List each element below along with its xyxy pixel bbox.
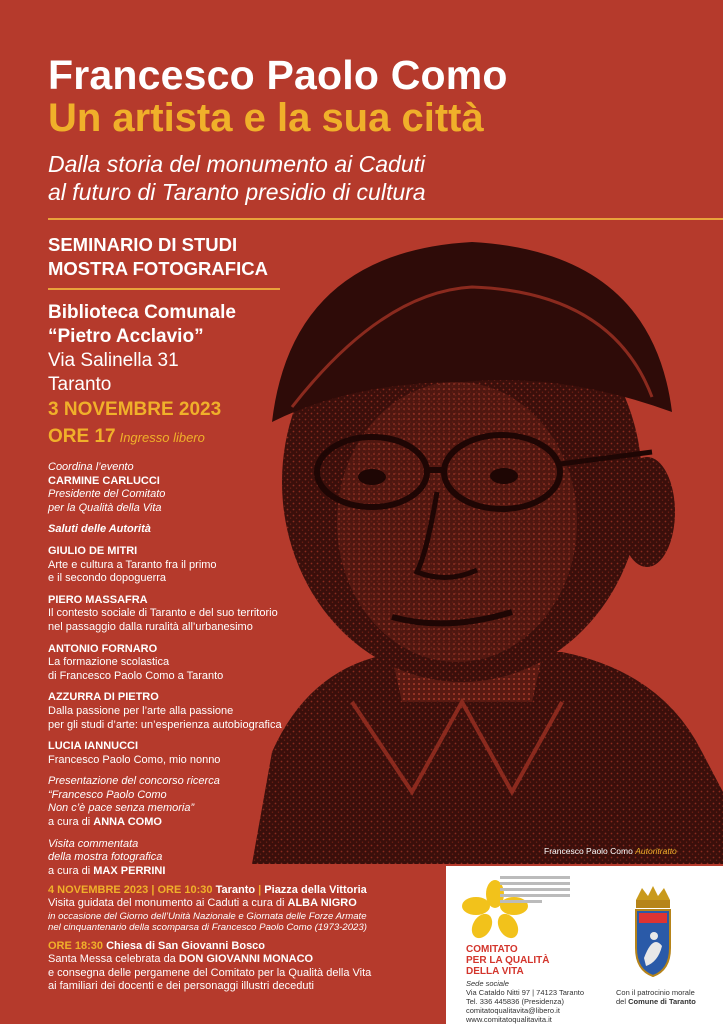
venue-block: [48, 301, 236, 397]
speaker-block: [48, 545, 348, 586]
speaker-topic: per gli studi d’arte: un’esperienza autobiografica: [48, 718, 282, 731]
org-name-1: COMITATO: [466, 944, 518, 955]
nov4-time: ORE 10:30: [157, 884, 213, 896]
patronage: [616, 988, 696, 1006]
subtitle-line-1: Dalla storia del monumento ai Caduti: [48, 151, 426, 177]
org-email: comitatoqualitavita@libero.it: [466, 1006, 560, 1015]
nov4-anniversary: nel cinquantenario della scomparsa di Francesco Paolo Como (1973-2023): [48, 922, 367, 934]
speaker-name: AZZURRA DI PIETRO: [48, 691, 159, 704]
speaker-topic: di Francesco Paolo Como a Taranto: [48, 669, 224, 682]
speaker-topic: Arte e cultura a Taranto fra il primo: [48, 558, 217, 571]
contest-name: ANNA COMO: [93, 816, 162, 829]
contest-line-2: “Francesco Paolo Como: [48, 788, 167, 801]
greetings: Saluti delle Autorità: [48, 523, 151, 536]
title-line-2: Un artista e la sua città: [48, 96, 484, 140]
org-name-3: DELLA VITA: [466, 966, 524, 977]
speaker-topic: e il secondo dopoguerra: [48, 572, 167, 585]
coord-role-2: per la Qualità della Vita: [48, 501, 162, 514]
subtitle-line-2: al futuro di Taranto presidio di cultura: [48, 179, 426, 205]
event-date: 3 NOVEMBRE 2023: [48, 399, 222, 420]
speaker-topic: nel passaggio dalla ruralità all’urbanesimo: [48, 620, 253, 633]
speaker-block: [48, 594, 348, 635]
contest-by: a cura di: [48, 816, 91, 829]
credit-work: Autoritratto: [635, 846, 677, 856]
divider-top: [48, 218, 723, 220]
title-line-1: Francesco Paolo Como: [48, 52, 508, 98]
speaker-block: [48, 691, 348, 732]
mass-line: Santa Messa celebrata da: [48, 953, 176, 966]
speaker-name: PIERO MASSAFRA: [48, 593, 148, 606]
venue-name-2: “Pietro Acclavio”: [48, 326, 204, 347]
mass-line-3: ai familiari dei docenti e dei personaggi illustri deceduti: [48, 980, 314, 993]
nov4-occasion: in occasione del Giorno dell’Unità Nazionale e Giornata delle Forze Armate: [48, 910, 367, 922]
org-contacts: [466, 979, 584, 1024]
nov4-visit: Visita guidata del monumento ai Caduti a cura di: [48, 897, 285, 910]
event-type-line-1: SEMINARIO DI STUDI: [48, 234, 238, 255]
nov4-program: [48, 884, 428, 993]
speaker-topic: Il contesto sociale di Taranto e del suo territorio: [48, 607, 278, 620]
speaker-name: LUCIA IANNUCCI: [48, 740, 139, 753]
nov4-guide: ALBA NIGRO: [287, 897, 357, 910]
coordinator-block: [48, 461, 348, 515]
portrait-credit: [544, 846, 677, 856]
speaker-name: ANTONIO FORNARO: [48, 642, 158, 655]
coord-label: Coordina l’evento: [48, 461, 134, 473]
sede-label: Sede sociale: [466, 979, 509, 988]
separator: |: [151, 884, 155, 896]
patronage-line-1: Con il patrocinio morale: [616, 988, 695, 997]
venue-name-1: Biblioteca Comunale: [48, 302, 236, 323]
org-name: [466, 944, 550, 977]
event-time: [48, 426, 205, 448]
separator: |: [258, 884, 262, 896]
speaker-block: [48, 740, 348, 767]
sponsor-box: [446, 866, 723, 1024]
subtitle: [48, 150, 668, 206]
coord-name: CARMINE CARLUCCI: [48, 474, 160, 487]
contest-block: [48, 775, 348, 829]
visit-block: [48, 838, 348, 879]
org-web: www.comitatoqualitavita.it: [466, 1015, 552, 1024]
event-time-value: ORE 17: [48, 426, 116, 447]
venue-city: Taranto: [48, 374, 112, 395]
patronage-pre: del: [616, 997, 627, 1006]
speaker-name: GIULIO DE MITRI: [48, 544, 138, 557]
nov4-square: Piazza della Vittoria: [264, 884, 367, 896]
visit-name: MAX PERRINI: [93, 864, 166, 877]
speaker-topic: La formazione scolastica: [48, 656, 170, 669]
coord-role-1: Presidente del Comitato: [48, 488, 166, 501]
visit-line-1: Visita commentata: [48, 837, 139, 850]
mass-celebrant: DON GIOVANNI MONACO: [178, 953, 314, 966]
speaker-topic: Dalla passione per l’arte alla passione: [48, 704, 234, 717]
org-name-2: PER LA QUALITÀ: [466, 955, 550, 966]
patronage-name: Comune di Taranto: [628, 997, 696, 1006]
org-address: Via Cataldo Nitti 97 | 74123 Taranto: [466, 988, 585, 997]
nov4-date: 4 NOVEMBRE 2023: [48, 884, 149, 896]
org-tagline-graphic: [500, 876, 570, 903]
nov4-church: Chiesa di San Giovanni Bosco: [106, 939, 266, 952]
program: [48, 461, 348, 886]
visit-by: a cura di: [48, 864, 91, 877]
visit-line-2: della mostra fotografica: [48, 851, 163, 864]
speaker-block: [48, 643, 348, 684]
contest-line-3: Non c’è pace senza memoria”: [48, 802, 195, 815]
venue-address: Via Salinella 31: [48, 350, 179, 371]
event-type-line-2: MOSTRA FOTOGRAFICA: [48, 258, 268, 279]
speaker-topic: Francesco Paolo Como, mio nonno: [48, 753, 221, 766]
mass-line-2: e consegna delle pergamene del Comitato per la Qualità della Vita: [48, 966, 372, 979]
nov4-time-2: ORE 18:30: [48, 939, 104, 952]
taranto-coat-of-arms-icon: [632, 886, 674, 978]
org-tel: Tel. 336 445836 (Presidenza): [466, 997, 564, 1006]
nov4-place: Taranto: [215, 884, 256, 896]
credit-author: Francesco Paolo Como: [544, 846, 633, 856]
contest-line-1: Presentazione del concorso ricerca: [48, 775, 220, 788]
entry-note: Ingresso libero: [119, 430, 205, 445]
